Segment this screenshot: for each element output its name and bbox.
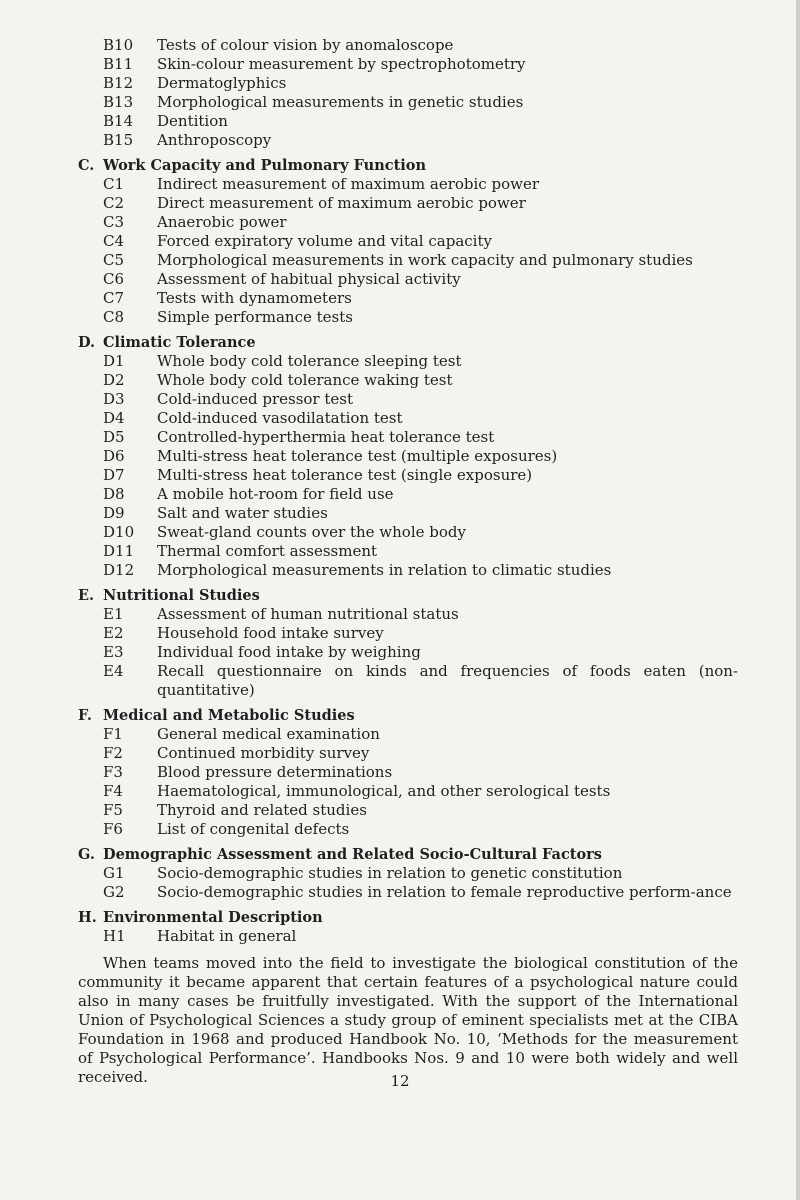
item-code: F6 [103,820,123,838]
item-text: Cold-induced vasodilatation test [157,409,403,427]
item-code: B10 [103,36,134,54]
item-code: D10 [103,523,135,541]
item-code: F4 [103,782,123,800]
section-letter: F. [78,707,92,724]
item-code: F1 [103,725,123,743]
item-code: F5 [103,801,123,819]
section-title: Work Capacity and Pulmonary Function [103,157,427,174]
section-letter: D. [78,334,96,351]
item-text: Controlled-hyperthermia heat tolerance test [157,428,495,446]
item-code: F3 [103,763,123,781]
list-item [78,624,738,643]
section-heading [78,156,738,175]
list-item [78,251,738,270]
list-item [78,93,738,112]
list-item [78,561,738,580]
item-code: C2 [103,194,125,212]
list-item [78,466,738,485]
section-heading [78,333,738,352]
item-code: D9 [103,504,125,522]
item-code: G2 [103,883,125,901]
item-code: G1 [103,864,125,882]
item-text: Morphological measurements in work capacity and pulmonary studies [157,251,693,269]
item-text: Whole body cold tolerance waking test [157,371,453,389]
item-text: Individual food intake by weighing [157,643,421,661]
item-text: Continued morbidity survey [157,744,370,762]
section-c [78,156,738,327]
item-code: F2 [103,744,123,762]
list-item [78,744,738,763]
section-letter: H. [78,909,97,926]
item-code: B13 [103,93,134,111]
item-text: Recall questionnaire on kinds and frequencies of foods eaten (non-quantitative) [157,662,738,699]
item-text: Dermatoglyphics [157,74,287,92]
item-text: Assessment of habitual physical activity [157,270,461,288]
section-title: Demographic Assessment and Related Socio-Cultural Factors [103,846,602,863]
item-text: Blood pressure determinations [157,763,393,781]
list-item [78,213,738,232]
list-item [78,662,738,700]
section-f [78,706,738,839]
item-text: Socio-demographic studies in relation to genetic constitution [157,864,623,882]
page-edge [796,0,800,1200]
item-text: Multi-stress heat tolerance test (multiple exposures) [157,447,558,465]
item-text: Morphological measurements in relation to climatic studies [157,561,612,579]
item-text: Multi-stress heat tolerance test (single exposure) [157,466,533,484]
section-heading [78,908,738,927]
item-text: Anthroposcopy [157,131,272,149]
item-text: Household food intake survey [157,624,384,642]
item-text: Dentition [157,112,228,130]
list-item [78,725,738,744]
item-code: C7 [103,289,125,307]
section-h [78,908,738,946]
list-item [78,504,738,523]
list-item [78,308,738,327]
section-heading [78,706,738,725]
list-item [78,542,738,561]
section-title: Environmental Description [103,909,323,926]
section-letter: E. [78,587,95,604]
list-item [78,883,738,902]
item-code: C5 [103,251,125,269]
list-item [78,289,738,308]
section-letter: C. [78,157,95,174]
item-code: D12 [103,561,135,579]
list-item [78,352,738,371]
item-code: D2 [103,371,125,389]
list-item [78,864,738,883]
item-text: Indirect measurement of maximum aerobic power [157,175,539,193]
list-item [78,428,738,447]
list-item [78,371,738,390]
list-item [78,409,738,428]
item-code: D4 [103,409,125,427]
section-letter: G. [78,846,95,863]
list-item [78,820,738,839]
list-item [78,74,738,93]
item-code: B14 [103,112,134,130]
list-item [78,763,738,782]
section-heading [78,586,738,605]
item-text: Socio-demographic studies in relation to female reproductive perform-ance [157,883,732,901]
item-code: D7 [103,466,125,484]
list-item [78,782,738,801]
list-item [78,523,738,542]
item-code: C6 [103,270,125,288]
section-d [78,333,738,580]
item-code: D3 [103,390,125,408]
item-text: Direct measurement of maximum aerobic power [157,194,526,212]
section-g [78,845,738,902]
item-code: E1 [103,605,124,623]
item-text: Assessment of human nutritional status [157,605,459,623]
item-text: Forced expiratory volume and vital capacity [157,232,492,250]
list-item [78,605,738,624]
list-item [78,194,738,213]
item-code: E2 [103,624,124,642]
document-body [78,36,738,1102]
list-item [78,36,738,55]
item-code: B11 [103,55,134,73]
closing-paragraph: When teams moved into the field to investigate the biological constitution of the community it became apparent that certain features of a psychological nature could also in many cases be fruitfully investigated. With the support of the International Union of Psychological Sciences a study group of eminent specialists met at the CIBA Foundation in 1968 and produced Handbook No. 10, ‘Methods for the measurement of Psychological Performance’. Handbooks Nos. 9 and 10 were both widely and well received. [78,954,738,1086]
item-code: C8 [103,308,125,326]
section-title: Medical and Metabolic Studies [103,707,355,724]
item-text: Cold-induced pressor test [157,390,353,408]
item-text: Morphological measurements in genetic studies [157,93,524,111]
item-text: Sweat-gland counts over the whole body [157,523,466,541]
item-text: Tests with dynamometers [157,289,352,307]
list-item [78,175,738,194]
item-text: Anaerobic power [157,213,287,231]
list-item [78,55,738,74]
item-text: Tests of colour vision by anomaloscope [157,36,454,54]
item-text: General medical examination [157,725,380,743]
top-entry-list [78,36,738,150]
section-title: Climatic Tolerance [103,334,256,351]
list-item [78,643,738,662]
item-code: D8 [103,485,125,503]
item-code: D11 [103,542,135,560]
item-text: Haematological, immunological, and other serological tests [157,782,611,800]
item-code: H1 [103,927,126,945]
item-code: C3 [103,213,125,231]
item-code: D1 [103,352,125,370]
list-item [78,112,738,131]
item-text: Habitat in general [157,927,297,945]
list-item [78,390,738,409]
item-text: Whole body cold tolerance sleeping test [157,352,462,370]
list-item [78,131,738,150]
item-code: D6 [103,447,125,465]
section-heading [78,845,738,864]
list-item [78,801,738,820]
section-title: Nutritional Studies [103,587,260,604]
item-text: A mobile hot-room for field use [157,485,394,503]
item-text: Salt and water studies [157,504,328,522]
item-text: List of congenital defects [157,820,350,838]
list-item [78,270,738,289]
item-text: Thermal comfort assessment [157,542,378,560]
section-e [78,586,738,700]
list-item [78,232,738,251]
page-number: 12 [390,1072,410,1090]
item-code: E3 [103,643,124,661]
item-text: Thyroid and related studies [157,801,367,819]
item-text: Simple performance tests [157,308,353,326]
list-item [78,485,738,504]
item-code: B15 [103,131,134,149]
item-code: E4 [103,662,124,680]
item-code: C4 [103,232,125,250]
item-code: D5 [103,428,125,446]
item-code: C1 [103,175,125,193]
item-code: B12 [103,74,134,92]
item-text: Skin-colour measurement by spectrophotometry [157,55,526,73]
list-item [78,927,738,946]
list-item [78,447,738,466]
